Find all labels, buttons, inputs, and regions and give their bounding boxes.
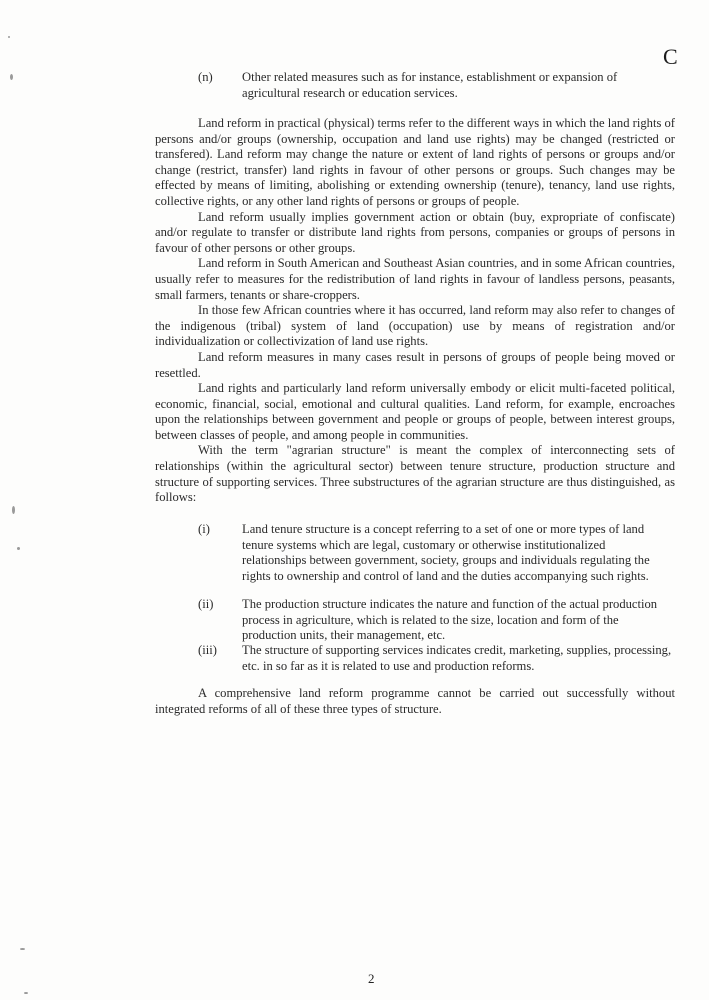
intro-list-item	[155, 70, 675, 102]
paragraph-agrarian-structure: With the term "agrarian structure" is meant the complex of interconnecting sets of relationships (within the agricultural sector) between tenure structure, production structure and structure of supporting services. Three substructures of the agrarian structure are thus distinguished, as follows:	[155, 443, 675, 505]
body-paragraphs	[155, 116, 675, 506]
list-item-production	[155, 597, 675, 645]
paragraph-african-countries: In those few African countries where it has occurred, land reform may also refer to changes of the indigenous (tribal) system of land (occupation) use by means of registration and/or individualization or collectivization of land use rights.	[155, 303, 675, 349]
intro-item-label: (n)	[198, 70, 213, 84]
list-item-tenure	[155, 522, 675, 602]
list-item-text: The production structure indicates the nature and function of the actual production process in agriculture, which is related to the size, location and form of the production units, their management, etc.	[242, 597, 658, 643]
page-number: 2	[368, 971, 375, 986]
closing-paragraph: A comprehensive land reform programme cannot be carried out successfully without integrated reforms of all of these three types of structure.	[155, 686, 675, 716]
intro-item-text: Other related measures such as for instance, establishment or expansion of agricultural research or education services.	[242, 70, 618, 100]
list-item-label: (ii)	[198, 597, 214, 611]
scan-speck	[24, 992, 28, 994]
list-item-supporting-services	[155, 643, 675, 675]
list-item-label: (iii)	[198, 643, 217, 657]
paragraph-resettlement: Land reform measures in many cases result in persons of groups of people being moved or resettled.	[155, 349, 675, 380]
list-item-text: Land tenure structure is a concept referring to a set of one or more types of land tenure systems which are legal, customary or otherwise institutionalized relationships between government, society, groups and individuals regulating the rights to ownership and control of land and the duties accompanying such rights.	[242, 522, 650, 583]
scan-speck	[12, 506, 15, 514]
page-corner-letter: C	[663, 44, 678, 69]
paragraph-multi-faceted: Land rights and particularly land reform universally embody or elicit multi-faceted political, economic, financial, social, emotional and cultural qualities. Land reform, for example, encroaches upon the relationships between government and people or groups of people, between interest groups, between classes of people, and among people in communities.	[155, 381, 675, 442]
scan-speck	[17, 547, 20, 550]
scan-speck	[10, 74, 13, 80]
paragraph-south-america-asia: Land reform in South American and Southeast Asian countries, and in some African countries, usually refer to measures for the redistribution of land rights in favour of landless persons, peasants, small farmers, tenants or share-croppers.	[155, 256, 675, 302]
list-item-label: (i)	[198, 522, 210, 536]
paragraph-land-reform-practical: Land reform in practical (physical) terms refer to the different ways in which the land rights of persons and/or groups (ownership, occupation and land use rights) may be changed (restricted or transfered). Land reform may change the nature or extent of land rights of persons or groups and/or change (restrict, transfer) land rights in favour of other persons or groups. Such changes may be effected by means of limiting, abolishing or extending ownership (tenure), tenancy, land use rights, collective rights, or any other land rights of persons or groups of people.	[155, 116, 675, 208]
scan-speck	[8, 36, 10, 38]
scan-speck	[20, 948, 25, 950]
list-item-text: The structure of supporting services indicates credit, marketing, supplies, processing, etc. in so far as it is related to use and production reforms.	[242, 643, 672, 673]
paragraph-government-action: Land reform usually implies government action or obtain (buy, expropriate of confiscate) and/or regulate to transfer or distribute land rights from persons, companies or groups of persons in favour of other persons or other groups.	[155, 209, 675, 255]
closing-block	[155, 686, 675, 717]
